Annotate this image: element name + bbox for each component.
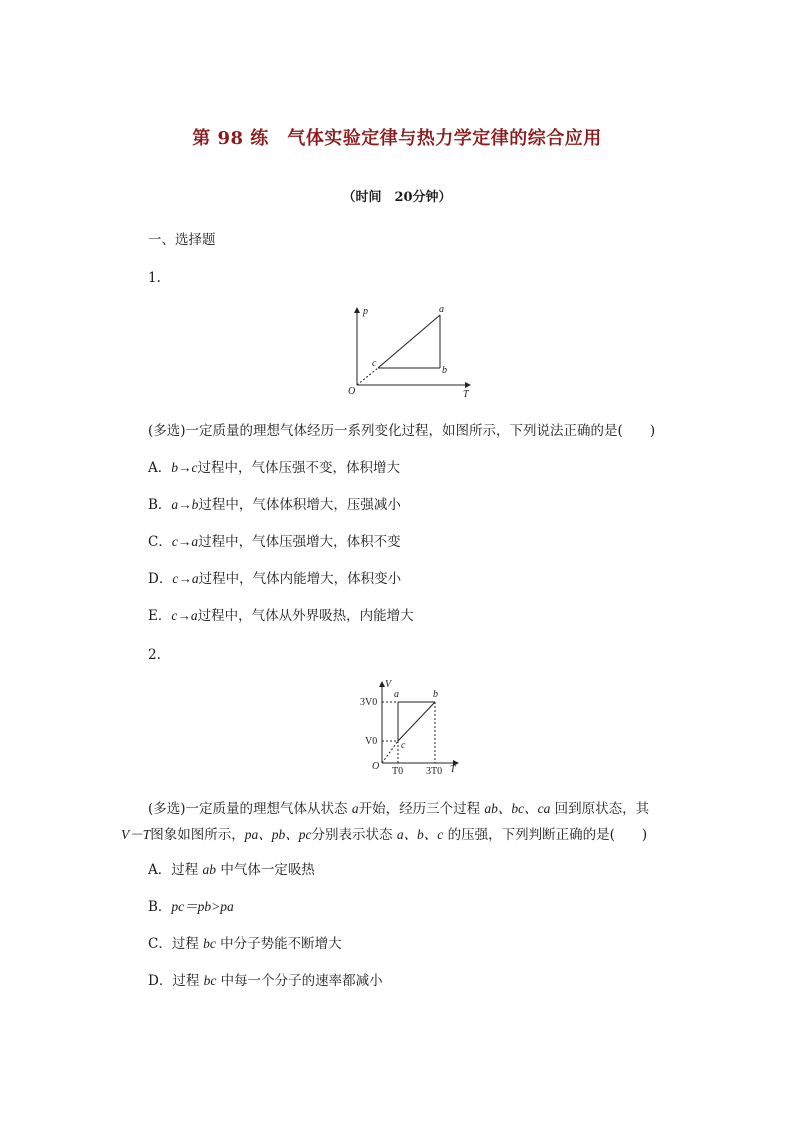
q1-line-ca <box>378 315 440 368</box>
q1-pT-diagram <box>340 300 480 400</box>
q1-dashed-extension <box>357 368 378 385</box>
q1-point-b: b <box>442 365 447 376</box>
q2-point-a: a <box>394 689 399 700</box>
q2-option-c[interactable]: C．过程 bc 中分子势能不断增大 <box>148 936 342 952</box>
q1-option-e[interactable]: E．c→a过程中，气体从外界吸热，内能增大 <box>148 608 414 624</box>
q2-ytick-3v0: 3V0 <box>360 697 378 708</box>
q2-xtick-3t0: 3T0 <box>426 766 443 776</box>
page-title: 第 98 练 气体实验定律与热力学定律的综合应用 <box>192 128 602 149</box>
q1-point-a: a <box>439 304 444 315</box>
q2-point-b: b <box>433 689 438 700</box>
q2-point-c: c <box>401 740 406 751</box>
q1-point-c: c <box>372 358 377 369</box>
question-1-stem: (多选)一定质量的理想气体经历一系列变化过程，如图所示，下列说法正确的是( ) <box>148 423 656 439</box>
q2-VT-diagram <box>354 676 464 776</box>
section-heading: 一、选择题 <box>148 232 216 248</box>
q1-x-axis-label: T <box>463 389 469 400</box>
q1-option-b[interactable]: B．a→b过程中，气体体积增大，压强减小 <box>148 497 401 513</box>
q2-ytick-v0: V0 <box>365 736 378 747</box>
q2-origin-label: O <box>372 761 380 772</box>
q2-line-bc <box>398 702 435 741</box>
q2-option-a[interactable]: A．过程 ab 中气体一定吸热 <box>148 862 315 878</box>
q2-dashed-origin <box>382 741 398 763</box>
question-1-number: 1. <box>148 270 161 286</box>
q2-x-axis-label: T <box>450 764 456 775</box>
q2-option-d[interactable]: D．过程 bc 中每一个分子的速率都减小 <box>148 973 383 989</box>
q1-origin-label: O <box>348 386 356 397</box>
question-2-stem-line2: V－T图象如图所示，pa、pb、pc分别表示状态 a、b、c 的压强，下列判断正确的是( ) <box>121 827 648 843</box>
q2-xtick-t0: T0 <box>392 766 404 776</box>
q2-option-b[interactable]: B．pc＝pb>pa <box>148 899 234 915</box>
q1-y-axis-label: p <box>363 306 368 317</box>
question-2-number: 2. <box>148 647 161 663</box>
q1-option-a[interactable]: A．b→c过程中，气体压强不变，体积增大 <box>148 460 400 476</box>
q2-y-axis-label: V <box>385 679 392 690</box>
q1-option-c[interactable]: C．c→a过程中，气体压强增大，体积不变 <box>148 534 401 550</box>
time-note: （时间 20分钟） <box>342 190 452 205</box>
q1-option-d[interactable]: D．c→a过程中，气体内能增大，体积变小 <box>148 571 402 587</box>
question-2-stem-line1: (多选)一定质量的理想气体从状态 a开始，经历三个过程 ab、bc、ca 回到原状态，其 <box>148 801 650 817</box>
